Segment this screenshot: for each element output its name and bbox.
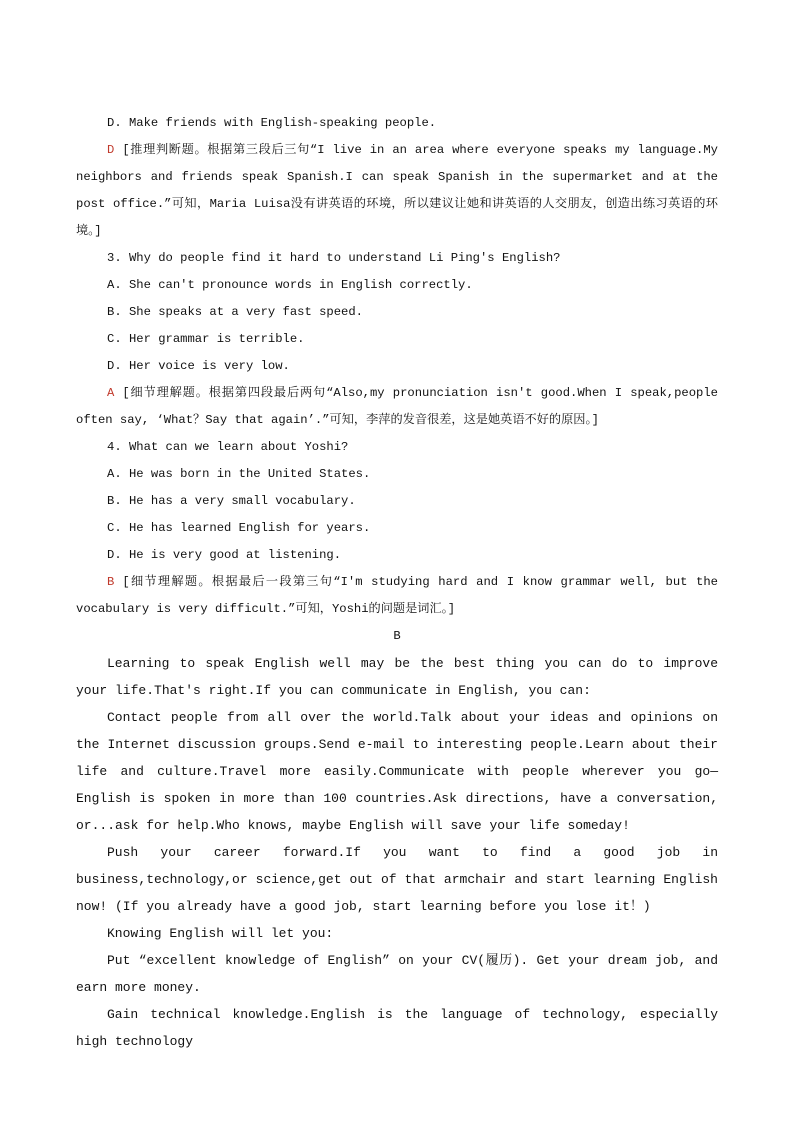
section-b-paragraph-3: Push your career forward.If you want to find a good job in business,technology,or science,get out of that armchair and start learning English now! (If you already have a good job, start learning before you lose it！): [76, 845, 718, 914]
q3-explanation: [细节理解题。根据第四段最后两句“Also,my pronunciation isn't good.When I speak,people often say, ‘What？Say that again’.”可知，李萍的发音很差，这是她英语不好的原因。]: [76, 386, 718, 427]
section-b-paragraph-6: Gain technical knowledge.English is the language of technology, especially high technology: [76, 1007, 718, 1049]
q3-question: 3. Why do people find it hard to understand Li Ping's English?: [107, 251, 561, 265]
q3-option-b: B. She speaks at a very fast speed.: [107, 305, 363, 319]
q3-answer: [76, 380, 718, 434]
q4-answer: [76, 569, 718, 623]
q3-answer-letter: A: [107, 386, 115, 400]
section-b-paragraph-2: Contact people from all over the world.Talk about your ideas and opinions on the Internet discussion groups.Send e-mail to interesting people.Learn about their life and culture.Travel more easily.Communicate with people wherever you go—English is spoken in more than 100 countries.Ask directions, have a conversation, or...ask for help.Who knows, maybe English will save your life someday!: [76, 710, 718, 833]
q4-answer-letter: B: [107, 575, 115, 589]
q3-option-a: A. She can't pronounce words in English correctly.: [107, 278, 473, 292]
q2-option-d: D. Make friends with English-speaking people.: [107, 116, 437, 130]
q3-option-d: D. Her voice is very low.: [107, 359, 290, 373]
q4-option-d: D. He is very good at listening.: [107, 548, 342, 562]
section-b-heading: B: [393, 629, 401, 643]
q3-option-c: C. Her grammar is terrible.: [107, 332, 305, 346]
section-b-paragraph-1: Learning to speak English well may be the best thing you can do to improve your life.That's right.If you can communicate in English, you can:: [76, 656, 718, 698]
q2-explanation: [推理判断题。根据第三段后三句“I live in an area where everyone speaks my language.My neighbors and friends speak Spanish.I can speak Spanish in the supermarket and at the post office.”可知，Maria Luisa没有讲英语的环境，所以建议让她和讲英语的人交朋友，创造出练习英语的环境。]: [76, 143, 718, 238]
q4-option-c: C. He has learned English for years.: [107, 521, 371, 535]
q4-explanation: [细节理解题。根据最后一段第三句“I'm studying hard and I know grammar well, but the vocabulary is very difficult.”可知，Yoshi的问题是词汇。]: [76, 575, 718, 616]
q2-answer-letter: D: [107, 143, 115, 157]
q2-answer: [76, 137, 718, 245]
q4-option-a: A. He was born in the United States.: [107, 467, 371, 481]
section-b-paragraph-5: Put “excellent knowledge of English” on your CV(履历). Get your dream job, and earn more money.: [76, 953, 718, 995]
document-page: [76, 110, 718, 1055]
q4-question: 4. What can we learn about Yoshi?: [107, 440, 349, 454]
q4-option-b: B. He has a very small vocabulary.: [107, 494, 356, 508]
section-b-paragraph-4: Knowing English will let you:: [107, 926, 334, 941]
